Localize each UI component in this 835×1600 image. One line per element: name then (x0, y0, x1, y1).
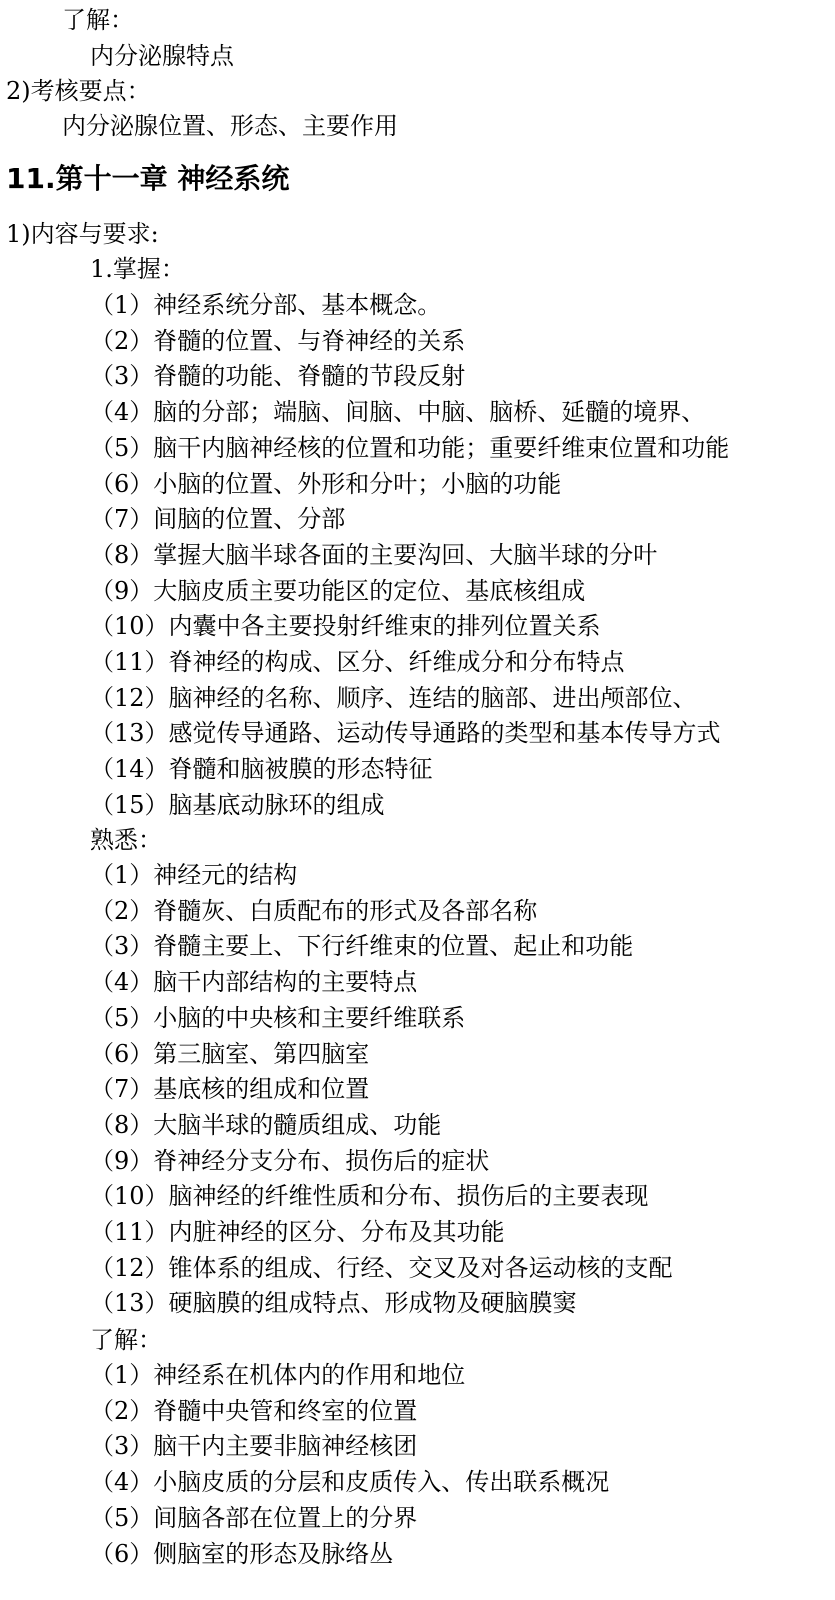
master-heading: 1.掌握： (90, 255, 185, 283)
familiar-list-item: （11）内脏神经的区分、分布及其功能 (90, 1218, 505, 1246)
understand-heading: 了解： (90, 1326, 162, 1354)
chapter-title: 11.第十一章 神经系统 (6, 162, 290, 195)
familiar-list-item: （2）脊髓灰、白质配布的形式及各部名称 (90, 896, 538, 925)
master-list-item: （3）脊髓的功能、脊髓的节段反射 (90, 362, 466, 391)
familiar-list-item: （8）大脑半球的髓质组成、功能 (90, 1110, 442, 1139)
master-list-item: （2）脊髓的位置、与脊神经的关系 (90, 326, 466, 355)
familiar-list-item: （3）脊髓主要上、下行纤维束的位置、起止和功能 (90, 932, 634, 961)
master-list-item: （7）间脑的位置、分部 (90, 505, 346, 534)
familiar-list-item: （10）脑神经的纤维性质和分布、损伤后的主要表现 (90, 1182, 649, 1211)
familiar-list-item: （4）脑干内部结构的主要特点 (90, 968, 418, 997)
master-list-item: （1）神经系统分部、基本概念。 (90, 291, 442, 319)
understand-heading-top: 了解： (62, 6, 134, 34)
familiar-list-item: （12）锥体系的组成、行经、交叉及对各运动核的支配 (90, 1253, 673, 1282)
understand-list-item: （6）侧脑室的形态及脉络丛 (90, 1539, 394, 1568)
familiar-list-item: （7）基底核的组成和位置 (90, 1075, 370, 1104)
master-list-item: （15）脑基底动脉环的组成 (90, 790, 385, 819)
master-list-item: （11）脊神经的构成、区分、纤维成分和分布特点 (90, 648, 625, 676)
familiar-heading: 熟悉： (90, 826, 162, 854)
exam-points-item: 内分泌腺位置、形态、主要作用 (62, 112, 398, 140)
familiar-list-item: （5）小脑的中央核和主要纤维联系 (90, 1003, 466, 1032)
understand-list-item: （5）间脑各部在位置上的分界 (90, 1503, 418, 1532)
master-list-item: （4）脑的分部；端脑、间脑、中脑、脑桥、延髓的境界、 (90, 398, 706, 427)
master-list-item: （6）小脑的位置、外形和分叶；小脑的功能 (90, 469, 562, 498)
familiar-list-item: （6）第三脑室、第四脑室 (90, 1039, 370, 1068)
master-list-item: （9）大脑皮质主要功能区的定位、基底核组成 (90, 576, 586, 605)
exam-points-heading: 2)考核要点： (6, 77, 151, 105)
master-list-item: （14）脊髓和脑被膜的形态特征 (90, 755, 433, 784)
familiar-list-item: （9）脊神经分支分布、损伤后的症状 (90, 1146, 490, 1175)
master-list-item: （10）内囊中各主要投射纤维束的排列位置关系 (90, 612, 601, 641)
master-list-item: （12）脑神经的名称、顺序、连结的脑部、进出颅部位、 (90, 683, 697, 712)
master-list-item: （8）掌握大脑半球各面的主要沟回、大脑半球的分叶 (90, 540, 658, 569)
content-heading: 1)内容与要求: (6, 220, 159, 248)
understand-item-top: 内分泌腺特点 (90, 42, 234, 70)
understand-list-item: （4）小脑皮质的分层和皮质传入、传出联系概况 (90, 1468, 610, 1497)
understand-list-item: （2）脊髓中央管和终室的位置 (90, 1396, 418, 1425)
understand-list-item: （3）脑干内主要非脑神经核团 (90, 1432, 418, 1461)
master-list-item: （13）感觉传导通路、运动传导通路的类型和基本传导方式 (90, 719, 721, 748)
familiar-list-item: （13）硬脑膜的组成特点、形成物及硬脑膜窦 (90, 1289, 577, 1318)
master-list-item: （5）脑干内脑神经核的位置和功能；重要纤维束位置和功能 (90, 433, 730, 462)
understand-list-item: （1）神经系在机体内的作用和地位 (90, 1361, 466, 1389)
familiar-list-item: （1）神经元的结构 (90, 861, 298, 889)
